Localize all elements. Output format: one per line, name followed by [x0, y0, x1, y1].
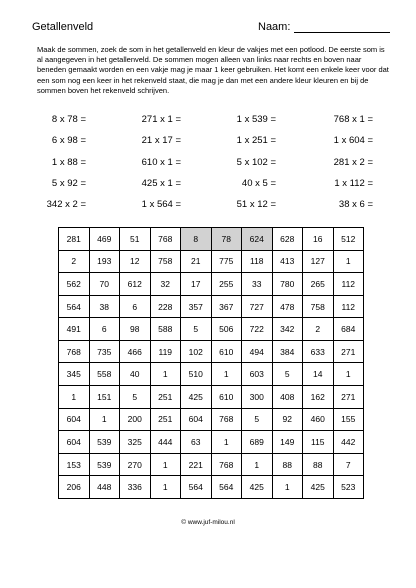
grid-cell[interactable]: 17: [181, 273, 212, 296]
grid-cell[interactable]: 281: [59, 228, 90, 251]
grid-cell[interactable]: 265: [303, 273, 334, 296]
sum-item: 1 x 112 =: [334, 178, 373, 189]
grid-cell[interactable]: 127: [303, 250, 334, 273]
grid-cell[interactable]: 200: [120, 408, 151, 431]
grid-cell[interactable]: 612: [120, 273, 151, 296]
grid-cell[interactable]: 604: [181, 408, 212, 431]
grid-cell[interactable]: 413: [272, 250, 303, 273]
grid-cell[interactable]: 603: [242, 363, 273, 386]
number-grid: [58, 227, 364, 499]
grid-cell[interactable]: 628: [272, 228, 303, 251]
instructions: Maak de sommen, zoek de som in het getallenveld en kleur de vakjes met een potlood. De eerste som is al aangegeven in het getallenveld. De sommen mogen alleen van links naar rechts en boven naar beneden gemaakt worden en een vakje mag je maar 1 keer gebruiken. Het komt een enkele keer voor dat een som nog een keer in het rekenveld staat, die mag je dan met een andere kleur kleuren en bij de sommen boven het rekenveld schrijven.: [37, 45, 389, 95]
grid-cell[interactable]: 7: [333, 453, 364, 476]
grid-cell[interactable]: 775: [211, 250, 242, 273]
grid-cell[interactable]: 684: [333, 318, 364, 341]
grid-cell-shaded[interactable]: 624: [242, 228, 273, 251]
grid-cell[interactable]: 491: [59, 318, 90, 341]
grid-cell[interactable]: 425: [242, 476, 273, 499]
grid-cell[interactable]: 21: [181, 250, 212, 273]
grid-cell[interactable]: 33: [242, 273, 273, 296]
grid-cell[interactable]: 1: [242, 453, 273, 476]
grid-row: [59, 453, 364, 476]
sum-item: 610 x 1 =: [141, 157, 181, 168]
grid-cell[interactable]: 727: [242, 295, 273, 318]
grid-cell[interactable]: 70: [89, 273, 120, 296]
grid-cell[interactable]: 5: [120, 386, 151, 409]
grid-cell[interactable]: 384: [272, 340, 303, 363]
grid-cell[interactable]: 255: [211, 273, 242, 296]
grid-cell[interactable]: 604: [59, 431, 90, 454]
grid-row: [59, 386, 364, 409]
grid-cell[interactable]: 151: [89, 386, 120, 409]
grid-cell[interactable]: 523: [333, 476, 364, 499]
grid-cell[interactable]: 38: [89, 295, 120, 318]
grid-cell[interactable]: 270: [120, 453, 151, 476]
grid-row: [59, 408, 364, 431]
grid-row: [59, 476, 364, 499]
grid-cell[interactable]: 251: [150, 408, 181, 431]
grid-cell[interactable]: 466: [120, 340, 151, 363]
grid-cell[interactable]: 512: [333, 228, 364, 251]
grid-row: [59, 295, 364, 318]
grid-cell[interactable]: 357: [181, 295, 212, 318]
sum-item: 51 x 12 =: [236, 199, 276, 210]
sum-item: 271 x 1 =: [141, 114, 181, 125]
grid-cell[interactable]: 562: [59, 273, 90, 296]
grid-cell[interactable]: 469: [89, 228, 120, 251]
grid-cell[interactable]: 1: [333, 363, 364, 386]
grid-cell[interactable]: 768: [59, 340, 90, 363]
grid-cell[interactable]: 40: [120, 363, 151, 386]
grid-cell[interactable]: 425: [303, 476, 334, 499]
grid-cell[interactable]: 155: [333, 408, 364, 431]
grid-cell[interactable]: 768: [150, 228, 181, 251]
sum-item: 6 x 98 =: [51, 135, 86, 146]
grid-cell[interactable]: 780: [272, 273, 303, 296]
grid-cell[interactable]: 408: [272, 386, 303, 409]
grid-cell[interactable]: 5: [272, 363, 303, 386]
grid-cell[interactable]: 1: [150, 476, 181, 499]
sum-item: 1 x 539 =: [236, 114, 276, 125]
grid-cell[interactable]: 448: [89, 476, 120, 499]
grid-cell[interactable]: 1: [150, 363, 181, 386]
grid-cell[interactable]: 271: [333, 340, 364, 363]
grid-cell[interactable]: 112: [333, 273, 364, 296]
grid-cell[interactable]: 14: [303, 363, 334, 386]
grid-cell[interactable]: 768: [211, 408, 242, 431]
sum-item: 40 x 5 =: [241, 178, 276, 189]
grid-cell[interactable]: 153: [59, 453, 90, 476]
grid-cell[interactable]: 149: [272, 431, 303, 454]
grid-cell[interactable]: 564: [211, 476, 242, 499]
grid-cell[interactable]: 442: [333, 431, 364, 454]
grid-row: [59, 340, 364, 363]
grid-cell[interactable]: 345: [59, 363, 90, 386]
grid-cell[interactable]: 228: [150, 295, 181, 318]
sum-item: 768 x 1 =: [333, 114, 373, 125]
grid-cell[interactable]: 16: [303, 228, 334, 251]
sum-item: 38 x 6 =: [338, 199, 373, 210]
grid-cell[interactable]: 722: [242, 318, 273, 341]
grid-cell[interactable]: 206: [59, 476, 90, 499]
grid-cell[interactable]: 112: [333, 295, 364, 318]
grid-cell[interactable]: 88: [303, 453, 334, 476]
grid-cell[interactable]: 604: [59, 408, 90, 431]
grid-cell[interactable]: 300: [242, 386, 273, 409]
grid-cell[interactable]: 425: [181, 386, 212, 409]
grid-cell[interactable]: 6: [89, 318, 120, 341]
grid-cell[interactable]: 506: [211, 318, 242, 341]
grid-cell[interactable]: 689: [242, 431, 273, 454]
grid-cell[interactable]: 119: [150, 340, 181, 363]
grid-cell[interactable]: 758: [150, 250, 181, 273]
name-field: [258, 21, 390, 33]
grid-cell[interactable]: 367: [211, 295, 242, 318]
grid-cell[interactable]: 12: [120, 250, 151, 273]
sum-item: 5 x 102 =: [236, 157, 276, 168]
grid-cell[interactable]: 1: [211, 431, 242, 454]
grid-cell[interactable]: 6: [120, 295, 151, 318]
grid-cell[interactable]: 564: [59, 295, 90, 318]
sum-item: 1 x 604 =: [333, 135, 373, 146]
sum-item: 21 x 17 =: [141, 135, 181, 146]
sum-item: 281 x 2 =: [333, 157, 373, 168]
grid-cell[interactable]: 610: [211, 386, 242, 409]
grid-cell[interactable]: 271: [333, 386, 364, 409]
grid-cell[interactable]: 251: [150, 386, 181, 409]
grid-cell[interactable]: 588: [150, 318, 181, 341]
sum-item: 425 x 1 =: [141, 178, 181, 189]
grid-cell[interactable]: 336: [120, 476, 151, 499]
grid-row: [59, 431, 364, 454]
sum-item: 342 x 2 =: [46, 199, 86, 210]
sum-item: 1 x 564 =: [141, 199, 181, 210]
grid-cell[interactable]: 1: [59, 386, 90, 409]
grid-cell[interactable]: 610: [211, 340, 242, 363]
grid-cell[interactable]: 1: [89, 408, 120, 431]
sum-item: 8 x 78 =: [51, 114, 86, 125]
sum-item: 1 x 88 =: [51, 157, 86, 168]
grid-cell[interactable]: 1: [272, 476, 303, 499]
grid-cell[interactable]: 2: [303, 318, 334, 341]
grid-cell[interactable]: 564: [181, 476, 212, 499]
grid-cell[interactable]: 88: [272, 453, 303, 476]
grid-cell[interactable]: 102: [181, 340, 212, 363]
grid-row: [59, 250, 364, 273]
grid-cell[interactable]: 193: [89, 250, 120, 273]
grid-cell[interactable]: 51: [120, 228, 151, 251]
grid-cell[interactable]: 768: [211, 453, 242, 476]
grid-cell[interactable]: 1: [333, 250, 364, 273]
grid-cell[interactable]: 758: [303, 295, 334, 318]
grid-cell[interactable]: 115: [303, 431, 334, 454]
grid-cell[interactable]: 558: [89, 363, 120, 386]
page-title: Getallenveld: [32, 21, 94, 33]
grid-cell[interactable]: 539: [89, 453, 120, 476]
grid-cell[interactable]: 460: [303, 408, 334, 431]
grid-cell[interactable]: 118: [242, 250, 273, 273]
name-line: [294, 21, 390, 33]
grid-cell[interactable]: 735: [89, 340, 120, 363]
grid-cell[interactable]: 2: [59, 250, 90, 273]
grid-cell[interactable]: 342: [272, 318, 303, 341]
grid-cell[interactable]: 510: [181, 363, 212, 386]
sum-item: 5 x 92 =: [51, 178, 86, 189]
grid-cell[interactable]: 32: [150, 273, 181, 296]
sum-item: 1 x 251 =: [236, 135, 276, 146]
grid-cell[interactable]: 539: [89, 431, 120, 454]
footer: © www.juf-milou.nl: [181, 519, 235, 526]
grid-cell[interactable]: 633: [303, 340, 334, 363]
grid-cell[interactable]: 444: [150, 431, 181, 454]
grid-cell[interactable]: 63: [181, 431, 212, 454]
grid-cell-shaded[interactable]: 8: [181, 228, 212, 251]
sums-list: [0, 114, 416, 214]
grid-cell[interactable]: 5: [181, 318, 212, 341]
grid-cell[interactable]: 494: [242, 340, 273, 363]
grid-cell[interactable]: 5: [242, 408, 273, 431]
grid-cell[interactable]: 325: [120, 431, 151, 454]
grid-row: [59, 318, 364, 341]
grid-cell[interactable]: 92: [272, 408, 303, 431]
grid-cell[interactable]: 478: [272, 295, 303, 318]
grid-row: [59, 363, 364, 386]
grid-cell[interactable]: 1: [211, 363, 242, 386]
name-label: Naam:: [258, 21, 291, 33]
grid-row: [59, 228, 364, 251]
grid-cell-shaded[interactable]: 78: [211, 228, 242, 251]
grid-cell[interactable]: 221: [181, 453, 212, 476]
grid-cell[interactable]: 98: [120, 318, 151, 341]
grid-row: [59, 273, 364, 296]
grid-cell[interactable]: 1: [150, 453, 181, 476]
grid-cell[interactable]: 162: [303, 386, 334, 409]
